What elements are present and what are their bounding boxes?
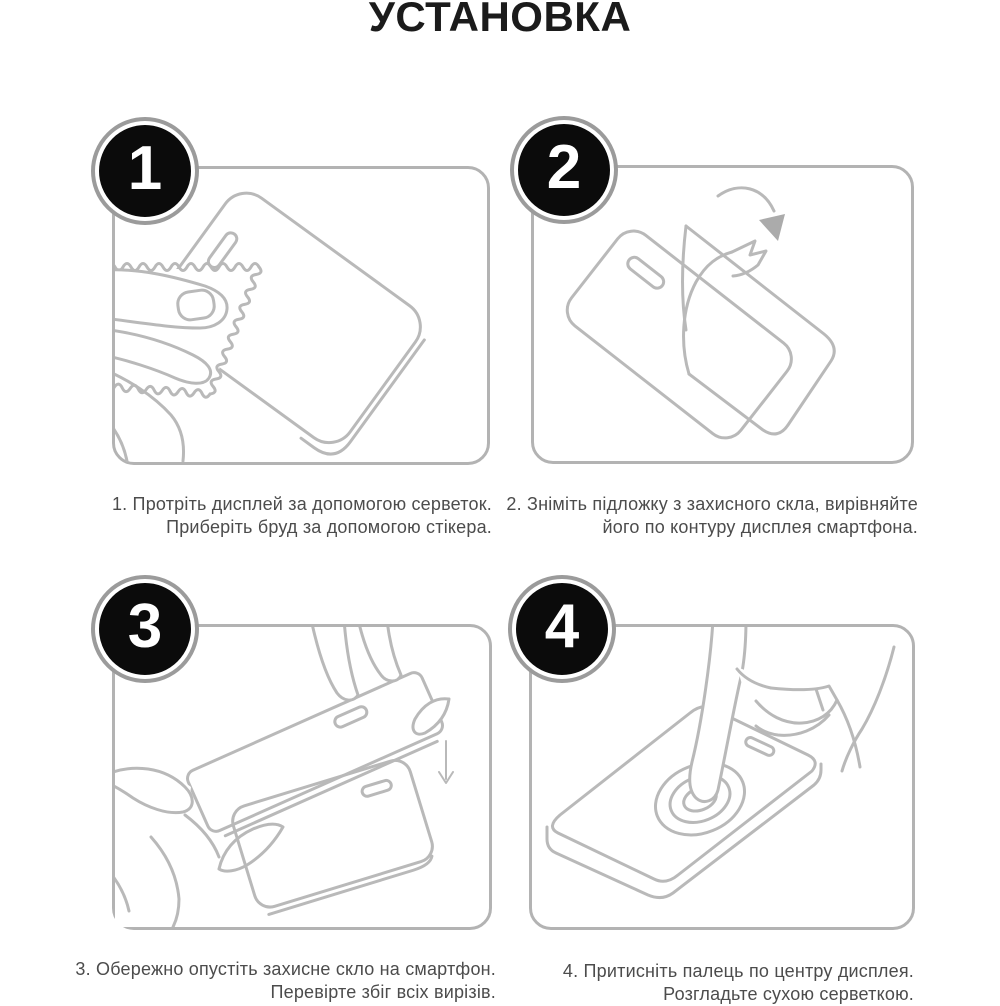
step-2-panel [531,132,914,464]
earpiece-slot [625,255,666,291]
step-3-number: 3 [127,591,163,661]
down-arrow-icon [439,741,453,783]
page-title: УСТАНОВКА [368,0,632,40]
step-2-badge [514,120,614,220]
right-thumb [413,699,449,734]
step-4-illustration-pressing-finger-icon [532,627,912,927]
left-hand-fill [115,761,233,927]
backing-film-body [686,226,834,434]
step-3-caption-line-2: Перевірте збіг всіх вирізів. [270,982,496,1002]
right-middle-finger [358,627,401,681]
step-4-caption-line-1: 4. Притисніть палець по центру дисплея. [562,961,914,981]
step-3-illustration-lowering-glass-icon [115,627,489,927]
step-3-caption [44,958,496,1004]
step-1-panel [112,133,490,465]
step-3-caption-line-1: 3. Обережно опустіть захисне скло на смартфон. [75,959,496,979]
step-2-number: 2 [546,132,582,202]
step-4-caption [464,960,914,1006]
earpiece-slot [361,779,393,797]
step-4-number: 4 [544,591,580,661]
wrist-contour [115,416,127,461]
film-pull-tab [732,241,766,276]
step-1-caption-line-2: Приберіть бруд за допомогою стікера. [166,517,492,537]
step-1-caption [40,493,492,539]
glass-thickness-edge [225,741,437,835]
peel-arrow-head-icon [759,214,785,241]
step-1-caption-line-1: 1. Протріть дисплей за допомогою серветок. [111,494,492,514]
step-1-number: 1 [127,133,163,203]
earpiece-slot [744,736,775,757]
step-3-panel [112,591,492,930]
step-4-caption-line-2: Розгладьте сухою серветкою. [663,984,914,1004]
peel-arrow-curve [718,188,774,211]
glass-slot [333,705,369,729]
glass-outline [185,670,449,841]
step-4-panel [529,591,915,930]
step-2-caption-line-2: його по контуру дисплея смартфона. [602,517,918,537]
step-3-badge [95,579,195,679]
phone-top-face [552,707,815,882]
step-2-caption-line-1: 2. Зніміть підложку з захисного скла, вирівняйте [506,494,918,514]
wrist-line [842,647,894,771]
step-1-badge [95,121,195,221]
step-2-caption [466,493,918,539]
right-index-finger [311,627,358,700]
step-4-badge [512,579,612,679]
left-finger-curl [219,824,283,871]
